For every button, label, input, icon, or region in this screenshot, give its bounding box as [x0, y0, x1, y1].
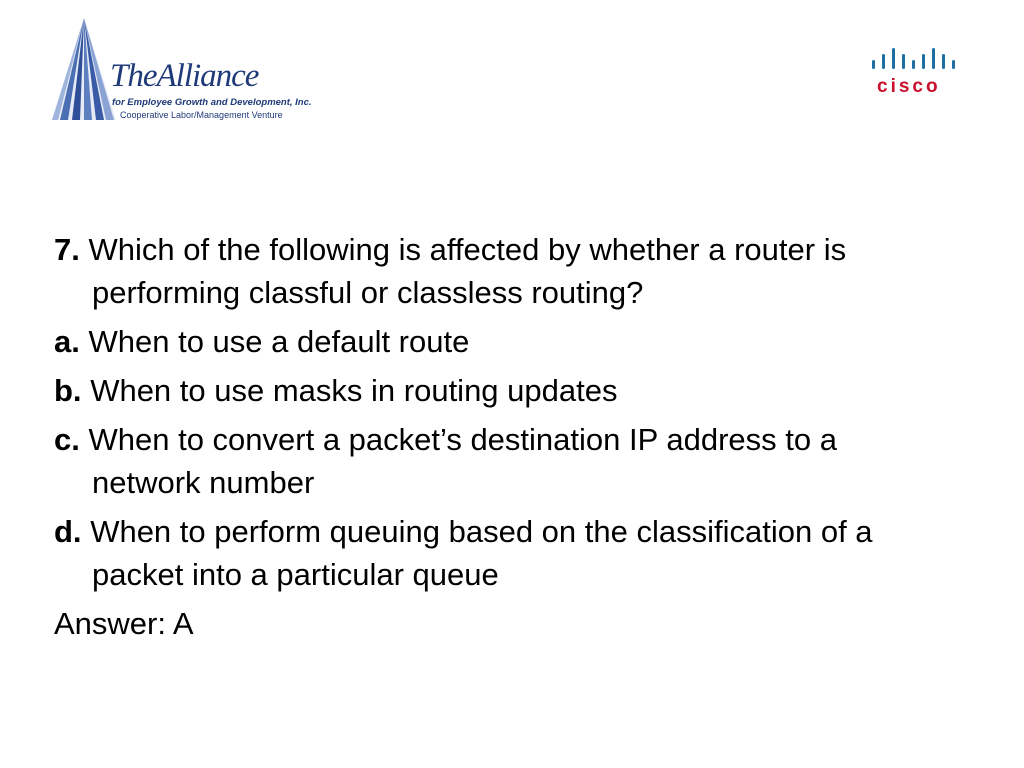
cisco-logo	[868, 46, 960, 102]
answer: Answer: A	[54, 606, 194, 641]
question	[54, 228, 954, 314]
alliance-subtitle: Cooperative Labor/Management Venture	[120, 110, 283, 120]
alliance-wordmark: TheAlliance	[110, 58, 259, 94]
option-text: When to perform queuing based on the classification of a packet into a particular queue	[90, 514, 873, 592]
alliance-logo	[50, 18, 310, 126]
option-letter: a.	[54, 324, 80, 359]
alliance-tagline: for Employee Growth and Development, Inc.	[112, 97, 312, 108]
option-a	[54, 320, 954, 363]
cisco-bars-icon	[868, 46, 960, 74]
cisco-wordmark: cisco	[877, 76, 941, 97]
option-text: When to use masks in routing updates	[90, 373, 618, 408]
option-text: When to convert a packet’s destination IP address to a network number	[88, 422, 837, 500]
option-text: When to use a default route	[88, 324, 470, 359]
option-d	[54, 510, 954, 596]
option-letter: b.	[54, 373, 82, 408]
option-letter: c.	[54, 422, 80, 457]
option-letter: d.	[54, 514, 82, 549]
question-block	[54, 228, 954, 645]
question-text: Which of the following is affected by whether a router is performing classful or classless routing?	[88, 232, 847, 310]
option-b	[54, 369, 954, 412]
option-c	[54, 418, 954, 504]
question-number: 7.	[54, 232, 80, 267]
